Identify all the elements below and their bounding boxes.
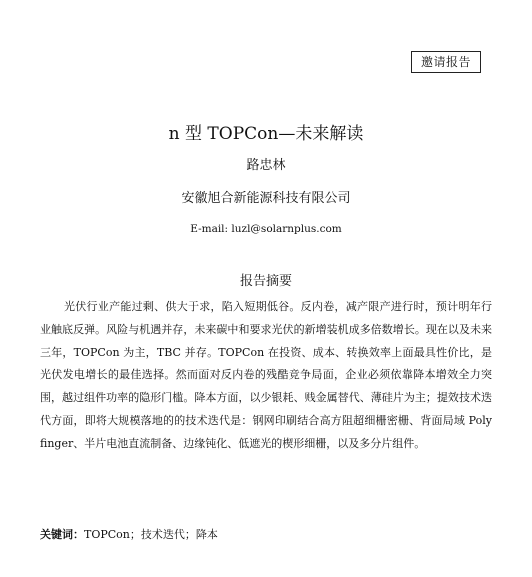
abstract-heading: 报告摘要	[239, 274, 292, 289]
keywords-text: TOPCon；技术迭代；降本	[84, 528, 218, 541]
invited-report-badge: 邀请报告	[411, 51, 481, 73]
author-email: E-mail: luzl@solarnplus.com	[190, 223, 342, 235]
author-affiliation: 安徽旭合新能源科技有限公司	[181, 191, 351, 206]
author-name: 路忠林	[246, 158, 286, 173]
keywords-line	[40, 526, 492, 544]
paper-title: n 型 TOPCon—未来解读	[168, 124, 364, 144]
abstract-paragraph: 光伏行业产能过剩、供大于求，陷入短期低谷。反内卷，减产限产进行时，预计明年行业触底反弹。风险与机遇并存，未来碳中和要求光伏的新增装机成多倍数增长。现在以及未来三年，TOPCon 为主，TBC 并存。TOPCon 在投资、成本、转换效率上面最具性价比，是光伏发电增长的最佳选择。然而面对反内卷的残酷竞争局面，企业必须依靠降本增效全力突围，越过组件功率的隐形门槛。降本方面，以少银耗、贱金属替代、薄硅片为主；提效技术迭代方面，即将大规模落地的的技术迭代是：钢网印刷结合高方阻超细栅密栅、背面局域 Poly finger、半片电池直流制备、边缘钝化、低遮光的楔形细栅，以及多分片组件。	[40, 300, 492, 450]
keywords-label: 关键词：	[40, 528, 84, 541]
